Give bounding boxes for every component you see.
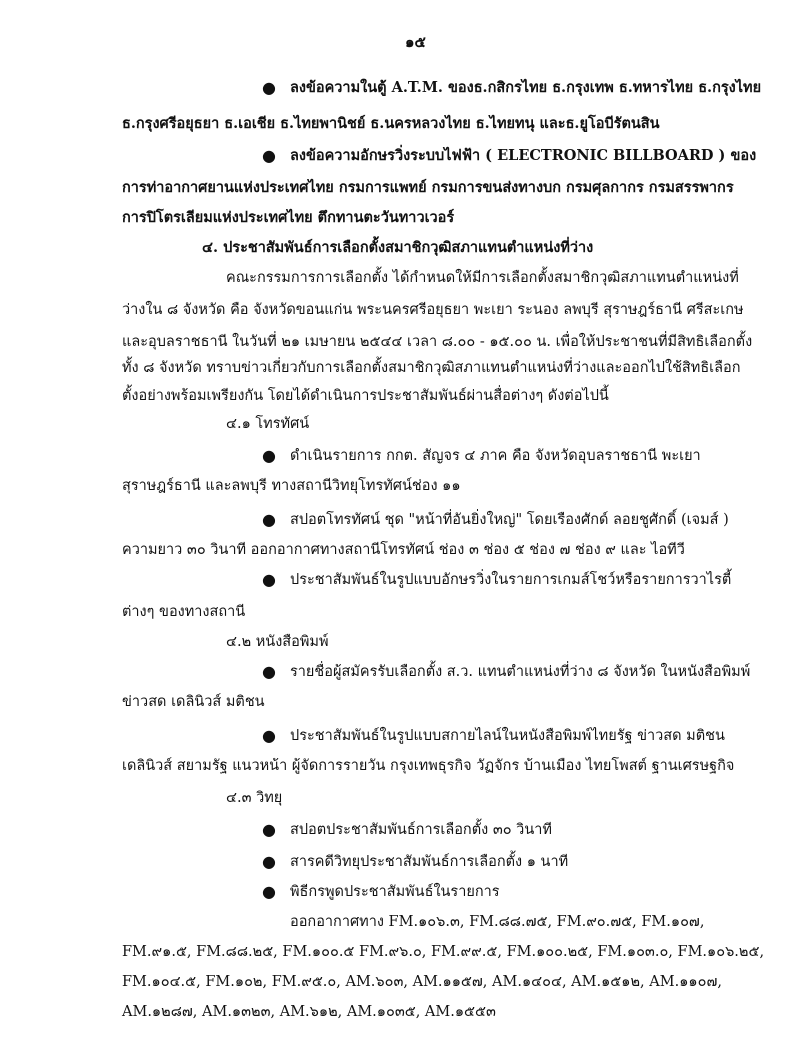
text-line: FM.๑๐๔.๕, FM.๑๐๒, FM.๙๕.๐, AM.๖๐๓, AM.๑๑๕๗, AM.๑๔๐๔, AM.๑๕๑๒, AM.๑๑๐๗, (122, 974, 722, 990)
text-line: การปิโตรเลียมแห่งประเทศไทย ตึกทานตะวันทาวเวอร์ (122, 209, 455, 226)
text-line: สปอตประชาสัมพันธ์การเลือกตั้ง ๓๐ วินาที (290, 822, 552, 838)
text-line: และอุบลราชธานี ในวันที่ ๒๑ เมษายน ๒๕๔๔ เวลา ๘.๐๐ - ๑๕.๐๐ น. เพื่อให้ประชาชนที่มีสิทธิเลือกตั้ง (122, 334, 753, 350)
text-line: ข่าวสด เดลินิวส์ มติชน (122, 694, 265, 710)
page-number: ๑๕ (405, 33, 426, 51)
text-line: พิธีกรพูดประชาสัมพันธ์ในรายการ (290, 884, 500, 900)
text-line: สปอตโทรทัศน์ ชุด "หน้าที่อันยิ่งใหญ่" โดยเรืองศักด์ ลอยชูศักดิ์ (เจมส์ ) (290, 512, 729, 528)
bullet-icon: ● (262, 726, 276, 745)
text-line: รายชื่อผู้สมัครรับเลือกตั้ง ส.ว. แทนตำแหน่งที่ว่าง ๘ จังหวัด ในหนังสือพิมพ์ (290, 664, 751, 680)
text-line: ออกอากาศทาง FM.๑๐๖.๓, FM.๘๘.๗๕, FM.๙๐.๗๕, FM.๑๐๗, (290, 914, 705, 930)
text-line: ดำเนินรายการ กกต. สัญจร ๔ ภาค คือ จังหวัดอุบลราชธานี พะเยา (290, 448, 701, 464)
bullet-icon: ● (262, 852, 276, 871)
section-heading: ๔. ประชาสัมพันธ์การเลือกตั้งสมาชิกวุฒิสภาแทนตำแหน่งที่ว่าง (202, 239, 594, 256)
text-line: ทั้ง ๘ จังหวัด ทราบข่าวเกี่ยวกับการเลือกตั้งสมาชิกวุฒิสภาแทนตำแหน่งที่ว่างและออกไปใช้สิทธิเลือก (122, 360, 741, 376)
text-line: การท่าอากาศยานแห่งประเทศไทย กรมการแพทย์ กรมการขนส่งทางบก กรมศุลกากร กรมสรรพากร (122, 179, 734, 196)
bullet-icon: ● (262, 446, 276, 465)
text-line: สุราษฎร์ธานี และลพบุรี ทางสถานีวิทยุโทรทัศน์ช่อง ๑๑ (122, 478, 461, 494)
subsection-heading: ๔.๓ วิทยุ (226, 790, 283, 806)
text-line: คณะกรรมการการเลือกตั้ง ได้กำหนดให้มีการเลือกตั้งสมาชิกวุฒิสภาแทนตำแหน่งที่ (226, 270, 739, 286)
bullet-icon: ● (262, 570, 276, 589)
text-line: ประชาสัมพันธ์ในรูปแบบสกายไลน์ในหนังสือพิมพ์ไทยรัฐ ข่าวสด มติชน (290, 728, 725, 744)
text-line: ลงข้อความในตู้ A.T.M. ของธ.กสิกรไทย ธ.กรุงเทพ ธ.ทหารไทย ธ.กรุงไทย (290, 79, 762, 96)
subsection-heading: ๔.๒ หนังสือพิมพ์ (226, 634, 329, 650)
bullet-icon: ● (262, 820, 276, 839)
text-line: ต่างๆ ของทางสถานี (122, 604, 246, 620)
text-line: ลงข้อความอักษรวิ่งระบบไฟฟ้า ( ELECTRONIC BILLBOARD ) ของ (290, 147, 757, 164)
text-line: ตั้งอย่างพร้อมเพรียงกัน โดยได้ดำเนินการประชาสัมพันธ์ผ่านสื่อต่างๆ ดังต่อไปนี้ (122, 388, 609, 404)
bullet-icon: ● (262, 78, 276, 97)
bullet-icon: ● (262, 662, 276, 681)
text-line: ความยาว ๓๐ วินาที ออกอากาศทางสถานีโทรทัศน์ ช่อง ๓ ช่อง ๕ ช่อง ๗ ช่อง ๙ และ ไอทีวี (122, 542, 685, 558)
text-line: เดลินิวส์ สยามรัฐ แนวหน้า ผู้จัดการรายวัน กรุงเทพธุรกิจ วัฏจักร บ้านเมือง ไทยโพสต์ ฐานเศรษฐกิจ (122, 758, 735, 774)
text-line: ประชาสัมพันธ์ในรูปแบบอักษรวิ่งในรายการเกมส์โชว์หรือรายการวาไรตี้ (290, 572, 732, 588)
bullet-icon: ● (262, 882, 276, 901)
text-line: สารคดีวิทยุประชาสัมพันธ์การเลือกตั้ง ๑ นาที (290, 854, 569, 870)
bullet-icon: ● (262, 146, 276, 165)
text-line: ว่างใน ๘ จังหวัด คือ จังหวัดขอนแก่น พระนครศรีอยุธยา พะเยา ระนอง ลพบุรี สุราษฎร์ธานี ศรีสะเกษ (122, 302, 744, 318)
bullet-icon: ● (262, 510, 276, 529)
text-line: ธ.กรุงศรีอยุธยา ธ.เอเชีย ธ.ไทยพานิชย์ ธ.นครหลวงไทย ธ.ไทยทนุ และธ.ยูโอบีรัตนสิน (122, 115, 660, 132)
text-line: AM.๑๒๘๗, AM.๑๓๒๓, AM.๖๑๒, AM.๑๐๓๕, AM.๑๕๕๓ (122, 1004, 496, 1020)
text-line: FM.๙๑.๕, FM.๘๘.๒๕, FM.๑๐๐.๕ FM.๙๖.๐, FM.๙๙.๕, FM.๑๐๐.๒๕, FM.๑๐๓.๐, FM.๑๐๖.๒๕, (122, 944, 765, 960)
subsection-heading: ๔.๑ โทรทัศน์ (226, 416, 310, 432)
